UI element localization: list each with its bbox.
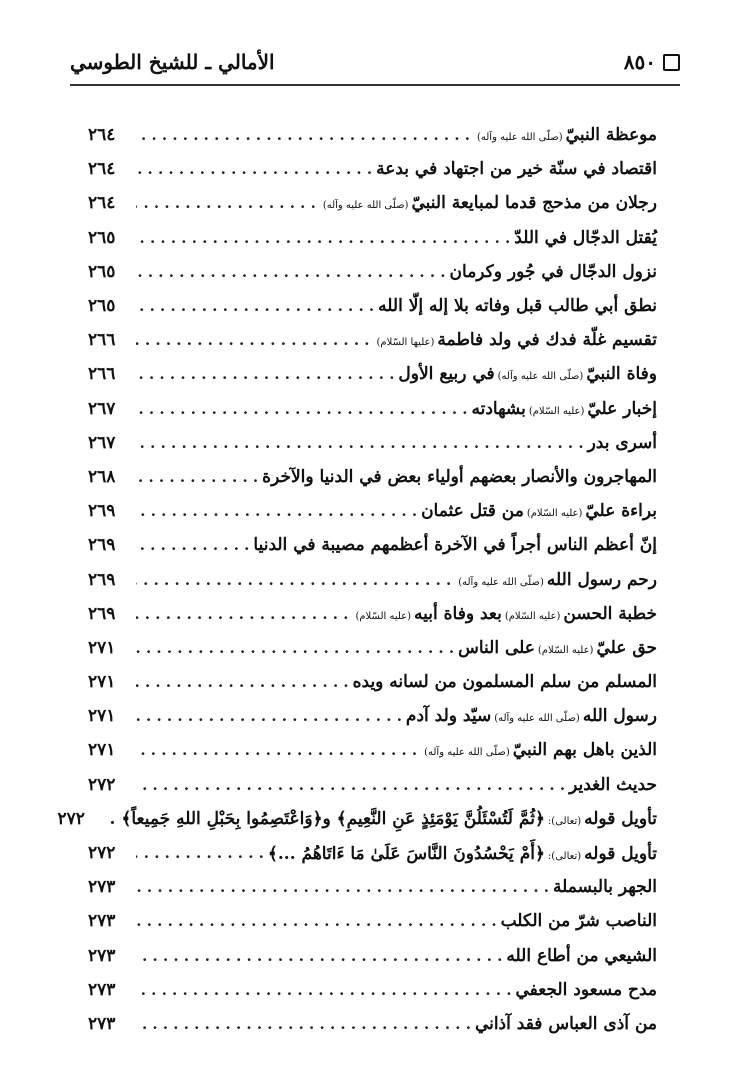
page-marker-box-icon	[663, 54, 680, 71]
dot-leader	[136, 297, 374, 315]
entry-tail: ﴿ثُمَّ لَتُسْئَلُنَّ يَوْمَئِذٍ عَنِ النَّعِيمِ﴾ و﴿وَاعْتَصِمُوا بِحَبْلِ اللهِ جَمِيعاً﴾ .	[109, 809, 545, 830]
entry-text: وفاة النبيّ	[586, 364, 657, 385]
toc-entry-title	[378, 296, 657, 316]
entry-honorific: (صلّى الله عليه وآله)	[477, 132, 563, 144]
entry-page-number: ٢٦٧	[88, 432, 116, 453]
toc-entry-title	[376, 159, 657, 179]
dot-leader	[136, 536, 249, 554]
dot-leader	[136, 844, 264, 862]
entry-honorific: (عليه السّلام)	[528, 405, 585, 417]
dot-leader	[136, 434, 584, 452]
entry-honorific: (تعالى):	[547, 816, 582, 828]
dot-leader	[136, 707, 402, 725]
entry-tail: من قتل عثمان	[421, 501, 524, 522]
entry-page-number: ٢٧١	[88, 672, 116, 693]
toc-entry-title	[406, 706, 657, 726]
entry-text: رحم رسول الله	[546, 569, 657, 590]
entry-page-number: ٢٧٢	[88, 774, 116, 795]
entry-text: اقتصاد في سنّة خير من اجتهاد في بدعة	[376, 159, 657, 180]
toc-entry-title	[352, 604, 657, 624]
entry-page-number: ٢٧١	[88, 706, 116, 727]
toc-entry	[88, 665, 657, 699]
toc-entry	[88, 836, 657, 870]
dot-leader	[136, 331, 370, 349]
entry-tail: سيّد ولد آدم	[405, 706, 492, 727]
toc-entry	[88, 426, 657, 460]
entry-text: الناصب شرّ من الكلب	[500, 911, 657, 932]
toc-entry-title	[268, 843, 657, 864]
entry-page-number: ٢٦٥	[88, 296, 116, 317]
entry-text: الجهر بالبسملة	[553, 877, 657, 898]
entry-honorific: (صلّى الله عليه وآله)	[494, 713, 580, 725]
dot-leader	[136, 947, 502, 965]
entry-page-number: ٢٧٣	[88, 1013, 116, 1034]
entry-honorific: (عليها السّلام)	[376, 337, 435, 349]
entry-text: موعظة النبيّ	[565, 125, 657, 146]
toc-entry	[88, 528, 657, 562]
dot-leader	[136, 468, 258, 486]
entry-text: الذين باهل بهم النبيّ	[512, 740, 657, 761]
entry-honorific: (صلّى الله عليه وآله)	[424, 747, 510, 759]
toc-entry	[88, 323, 657, 357]
dot-leader	[136, 673, 349, 691]
entry-page-number: ٢٦٦	[88, 330, 116, 351]
dot-leader	[136, 639, 454, 657]
entry-honorific: (عليه السّلام)	[526, 508, 583, 520]
entry-page-number: ٢٦٩	[88, 603, 116, 624]
entry-page-number: ٢٦٥	[88, 261, 116, 282]
dot-leader	[136, 571, 451, 589]
toc-entry	[88, 768, 657, 802]
entry-page-number: ٢٧١	[88, 637, 116, 658]
entry-text: نطق أبي طالب قبل وفاته بلا إله إلّا الله	[378, 296, 657, 317]
toc-entry	[88, 494, 657, 528]
entry-page-number: ٢٦٨	[88, 466, 116, 487]
table-of-contents	[57, 118, 657, 1041]
entry-text: نزول الدجّال في جُور وكرمان	[449, 261, 657, 282]
entry-text: إنّ أعظم الناس أجراً في الآخرة أعظمهم مصيبة في الدنيا	[253, 535, 657, 556]
dot-leader	[136, 365, 394, 383]
entry-text: يُقتل الدجّال في اللدّ	[514, 227, 657, 248]
toc-entry-title	[421, 740, 657, 760]
entry-page-number: ٢٧٢	[88, 843, 116, 864]
toc-entry-title	[262, 467, 657, 487]
entry-page-number: ٢٦٦	[88, 364, 116, 385]
toc-entry	[88, 699, 657, 733]
entry-text: رجلان من مذحج قدما لمبايعة النبيّ	[411, 193, 657, 214]
toc-entry	[88, 562, 657, 596]
entry-tail: على الناس	[458, 637, 535, 658]
entry-page-number: ٢٧٣	[88, 979, 116, 1000]
dot-leader	[136, 912, 497, 930]
toc-entry-title	[458, 638, 657, 658]
toc-entry-title	[421, 501, 657, 521]
toc-entry	[88, 973, 657, 1007]
entry-page-number: ٢٦٩	[88, 501, 116, 522]
entry-honorific: (عليه السّلام)	[537, 644, 594, 656]
entry-page-number: ٢٧٣	[88, 911, 116, 932]
toc-entry-title	[514, 228, 657, 248]
toc-entry	[88, 939, 657, 973]
entry-text: المهاجرون والأنصار بعضهم أولياء بعض في الدنيا والآخرة	[262, 466, 657, 487]
entry-text: حق عليّ	[596, 637, 657, 658]
entry-page-number: ٢٧١	[88, 740, 116, 761]
toc-entry	[88, 255, 657, 289]
dot-leader	[136, 400, 467, 418]
entry-tail: في ربيع الأول	[398, 364, 495, 385]
toc-entry-title	[515, 980, 657, 1000]
toc-entry-title	[506, 946, 657, 966]
entry-text: تأويل قوله	[584, 843, 657, 864]
entry-text: براءة عليّ	[585, 501, 657, 522]
entry-text: تأويل قوله	[584, 809, 657, 830]
entry-tail: بشهادته	[471, 398, 526, 419]
toc-entry	[88, 357, 657, 391]
toc-entry-title	[471, 399, 657, 419]
entry-honorific: (صلّى الله عليه وآله)	[322, 200, 409, 212]
toc-entry	[88, 597, 657, 631]
entry-text: مدح مسعود الجعفي	[515, 979, 657, 1000]
entry-tail: ﴿أَمْ يَحْسُدُونَ النَّاسَ عَلَىٰ مَا ءَاتَاهُمُ ...﴾	[267, 843, 545, 864]
entry-text: رسول الله	[582, 706, 657, 727]
entry-page-number: ٢٧٣	[88, 945, 116, 966]
toc-entry	[88, 289, 657, 323]
toc-entry-title	[110, 808, 657, 829]
running-title: الأمالي ـ للشيخ الطوسي	[70, 50, 275, 74]
dot-leader	[136, 160, 372, 178]
dot-leader	[136, 194, 316, 212]
dot-leader	[136, 126, 470, 144]
entry-page-number: ٢٦٥	[88, 227, 116, 248]
toc-entry	[88, 152, 657, 186]
page-number-group	[624, 50, 680, 74]
toc-entry-title	[374, 330, 657, 350]
entry-honorific: (صلّى الله عليه وآله)	[497, 371, 584, 383]
dot-leader	[136, 741, 417, 759]
dot-leader	[136, 776, 565, 794]
entry-page-number: ٢٧٣	[88, 877, 116, 898]
entry-page-number: ٢٦٤	[88, 125, 116, 146]
dot-leader	[136, 878, 549, 896]
toc-entry	[88, 460, 657, 494]
entry-honorific: (صلّى الله عليه وآله)	[458, 576, 544, 588]
entry-text: تقسيم غلّة فدك في ولد فاطمة	[437, 330, 657, 351]
dot-leader	[136, 1015, 471, 1033]
page-header	[70, 44, 680, 80]
toc-entry-title	[588, 433, 657, 453]
dot-leader	[136, 229, 510, 247]
toc-entry	[88, 221, 657, 255]
page-number: ٨٥٠	[623, 50, 656, 74]
entry-text: من آذى العباس فقد آذاني	[474, 1013, 657, 1034]
toc-entry	[88, 1007, 657, 1041]
entry-page-number: ٢٦٧	[88, 398, 116, 419]
entry-page-number: ٢٦٤	[88, 193, 116, 214]
entry-page-number: ٢٦٩	[88, 535, 116, 556]
toc-entry-title	[320, 193, 657, 213]
toc-entry-title	[475, 1014, 657, 1034]
toc-entry-title	[450, 262, 657, 282]
entry-honorific: (عليه السّلام)	[504, 610, 561, 622]
toc-entry-title	[398, 364, 657, 384]
toc-entry-title	[569, 775, 657, 795]
entry-text: الشيعي من أطاع الله	[506, 945, 657, 966]
toc-entry	[88, 733, 657, 767]
toc-entry	[88, 904, 657, 938]
toc-entry	[57, 802, 657, 836]
toc-entry-title	[353, 672, 657, 692]
entry-honorific: (عليه السّلام)	[355, 610, 412, 622]
toc-entry-title	[474, 125, 657, 145]
entry-text: خطبة الحسن	[563, 603, 657, 624]
toc-entry	[88, 118, 657, 152]
entry-page-number: ٢٦٩	[88, 569, 116, 590]
dot-leader	[136, 605, 348, 623]
dot-leader	[136, 981, 511, 999]
toc-entry-title	[455, 570, 657, 590]
entry-page-number: ٢٧٢	[57, 808, 85, 829]
entry-text: حديث الغدير	[569, 774, 657, 795]
toc-entry-title	[253, 535, 657, 555]
toc-entry-title	[553, 877, 657, 897]
toc-entry	[88, 392, 657, 426]
entry-tail: بعد وفاة أبيه	[414, 603, 502, 624]
dot-leader	[136, 502, 417, 520]
entry-page-number: ٢٦٤	[88, 159, 116, 180]
entry-text: إخبار عليّ	[587, 398, 657, 419]
entry-text: المسلم من سلم المسلمون من لسانه ويده	[352, 672, 657, 693]
toc-entry	[88, 631, 657, 665]
entry-text: أسرى بدر	[587, 432, 657, 453]
dot-leader	[136, 263, 446, 281]
entry-honorific: (تعالى):	[547, 850, 582, 862]
toc-entry	[88, 186, 657, 220]
toc-entry	[88, 870, 657, 904]
header-rule	[70, 84, 680, 86]
toc-entry-title	[501, 911, 657, 931]
